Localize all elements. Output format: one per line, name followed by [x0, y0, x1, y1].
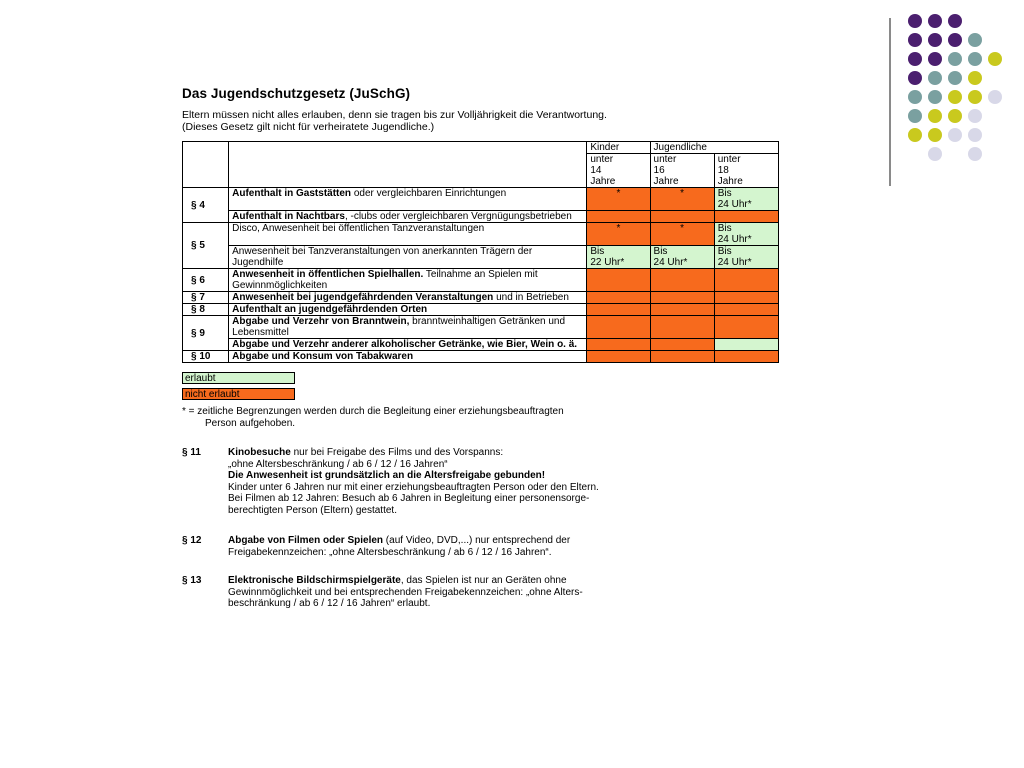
intro-line-1: Eltern müssen nicht alles erlauben, denn sie tragen bis zur Volljährigkeit die Verantwortung. [182, 109, 607, 121]
decorative-dot [928, 128, 942, 142]
intro-line-2: (Dieses Gesetz gilt nicht für verheiratete Jugendliche.) [182, 121, 435, 133]
decorative-dot [968, 33, 982, 47]
decorative-dot [928, 90, 942, 104]
cell-allowed: Bis 24 Uhr* [650, 246, 714, 269]
cell-allowed [714, 339, 778, 351]
cell-not-allowed [587, 351, 650, 363]
section-text: Kinobesuche nur bei Freigabe des Films und des Vorspanns: „ohne Altersbeschränkung / ab 6 / 12 / 16 Jahren“ Die Anwesenheit ist grundsätzlich an die Altersfreigabe gebunden! Kinder unter 6 Jahren nur mit einer erziehungsbeauftragten Person oder den Eltern. Bei Filmen ab 12 Jahren: Besuch ab 6 Jahren in Begleitung einer personensorge- berechtigten Person (Eltern) gestattet. [228, 447, 599, 516]
table-row [183, 188, 779, 211]
section-number: § 13 [182, 575, 202, 586]
section-number: § 12 [182, 535, 202, 546]
cell-not-allowed [714, 292, 778, 304]
footnote [182, 406, 782, 429]
decorative-dot [948, 90, 962, 104]
table-row [183, 223, 779, 246]
section-number: § 11 [182, 447, 201, 458]
decorative-dot [948, 71, 962, 85]
cell-allowed: Bis 24 Uhr* [714, 246, 778, 269]
row-description: Aufenthalt in Gaststätten oder vergleichbaren Einrichtungen [229, 188, 587, 211]
decorative-dot [968, 52, 982, 66]
decorative-dot [988, 52, 1002, 66]
decorative-dot [948, 128, 962, 142]
cell-not-allowed [714, 269, 778, 292]
cell-not-allowed [650, 304, 714, 316]
header-age-14: unter 14 Jahre [587, 154, 650, 188]
decorative-dot [948, 52, 962, 66]
cell-not-allowed [650, 211, 714, 223]
decorative-dot [968, 128, 982, 142]
decorative-dot [928, 52, 942, 66]
cell-not-allowed [650, 316, 714, 339]
header-empty-cell [229, 142, 587, 188]
table-row [183, 211, 779, 223]
table-row [183, 292, 779, 304]
cell-not-allowed [587, 316, 650, 339]
cell-not-allowed: * [650, 223, 714, 246]
decorative-dot [948, 109, 962, 123]
cell-allowed: Bis 24 Uhr* [714, 188, 778, 211]
decorative-dot [908, 128, 922, 142]
decorative-dot [928, 109, 942, 123]
cell-allowed: Bis 22 Uhr* [587, 246, 650, 269]
decorative-dot [908, 90, 922, 104]
footnote-line-1: * = zeitliche Begrenzungen werden durch die Begleitung einer erziehungsbeauftragten [182, 406, 564, 417]
cell-not-allowed [587, 292, 650, 304]
legend [182, 372, 782, 400]
paragraph-cell: § 5 [183, 223, 229, 269]
row-description: Aufenthalt in Nachtbars, -clubs oder vergleichbaren Vergnügungsbetrieben [229, 211, 587, 223]
table-row [183, 339, 779, 351]
legend-item-allowed [182, 372, 782, 384]
decorative-dot [968, 109, 982, 123]
cell-not-allowed: * [587, 188, 650, 211]
paragraph-cell: § 7 [183, 292, 229, 304]
section-text: Elektronische Bildschirmspielgeräte, das Spielen ist nur an Geräten ohne Gewinnmöglichkeit und bei entsprechenden Freigabekennzeichen: „ohne Alters- beschränkung / ab 6 / 12 / 16 Jahren“ erlaubt. [228, 575, 583, 609]
decorative-dot [928, 33, 942, 47]
decorative-vertical-line [889, 18, 891, 186]
legend-not-allowed-box: nicht erlaubt [182, 388, 295, 400]
row-description: Anwesenheit in öffentlichen Spielhallen. Teilnahme an Spielen mit Gewinnmöglichkeiten [229, 269, 587, 292]
table-row [183, 351, 779, 363]
cell-not-allowed: * [650, 188, 714, 211]
cell-not-allowed [587, 339, 650, 351]
header-empty-cell [183, 142, 229, 188]
decorative-dot [988, 90, 1002, 104]
cell-not-allowed [714, 211, 778, 223]
row-description: Aufenthalt an jugendgefährdenden Orten [229, 304, 587, 316]
intro-text [182, 109, 782, 133]
row-description: Abgabe und Verzehr von Branntwein, branntweinhaltigen Getränken und Lebensmittel [229, 316, 587, 339]
cell-not-allowed [650, 351, 714, 363]
header-age-16: unter 16 Jahre [650, 154, 714, 188]
footnote-line-2: Person aufgehoben. [205, 417, 296, 429]
cell-not-allowed [650, 269, 714, 292]
decorative-dot [928, 147, 942, 161]
decorative-dot [908, 71, 922, 85]
cell-not-allowed [650, 339, 714, 351]
decorative-dot [948, 33, 962, 47]
decorative-dot [908, 109, 922, 123]
header-jugendliche: Jugendliche [650, 142, 778, 154]
decorative-dot [968, 147, 982, 161]
table-row [183, 316, 779, 339]
youth-protection-table [182, 141, 779, 363]
row-description: Abgabe und Konsum von Tabakwaren [229, 351, 587, 363]
cell-not-allowed [587, 304, 650, 316]
decorative-dot [928, 14, 942, 28]
decorative-dot [908, 14, 922, 28]
legend-allowed-box: erlaubt [182, 372, 295, 384]
decorative-dot [948, 14, 962, 28]
page-title: Das Jugendschutzgesetz (JuSchG) [182, 86, 411, 101]
table-row [183, 246, 779, 269]
paragraph-cell: § 8 [183, 304, 229, 316]
section-11 [182, 447, 782, 516]
section-text: Abgabe von Filmen oder Spielen (auf Video, DVD,...) nur entsprechend der Freigabekennzeichen: „ohne Altersbeschränkung / ab 6 / 12 / 16 Jahren“. [228, 535, 571, 558]
cell-not-allowed [714, 304, 778, 316]
cell-not-allowed [650, 292, 714, 304]
row-description: Anwesenheit bei Tanzveranstaltungen von anerkannten Trägern der Jugendhilfe [229, 246, 587, 269]
decorative-dot [908, 52, 922, 66]
cell-not-allowed [714, 316, 778, 339]
row-description: Disco, Anwesenheit bei öffentlichen Tanzveranstaltungen [229, 223, 587, 246]
header-kinder: Kinder [587, 142, 650, 154]
decorative-dot [908, 33, 922, 47]
table-row [183, 304, 779, 316]
table-row [183, 269, 779, 292]
legend-item-not-allowed [182, 388, 782, 400]
table-header-row [183, 142, 779, 154]
cell-not-allowed [714, 351, 778, 363]
header-age-18: unter 18 Jahre [714, 154, 778, 188]
cell-not-allowed [587, 269, 650, 292]
paragraph-cell: § 4 [183, 188, 229, 223]
decorative-dot-grid [908, 14, 1008, 164]
paragraph-cell: § 9 [183, 316, 229, 351]
document-page [182, 86, 782, 610]
section-12 [182, 535, 782, 558]
cell-not-allowed [587, 211, 650, 223]
section-13 [182, 575, 782, 610]
decorative-dot [928, 71, 942, 85]
paragraph-cell: § 10 [183, 351, 229, 363]
decorative-dot [968, 90, 982, 104]
cell-allowed: Bis 24 Uhr* [714, 223, 778, 246]
row-description: Anwesenheit bei jugendgefährdenden Veranstaltungen und in Betrieben [229, 292, 587, 304]
decorative-dot [968, 71, 982, 85]
cell-not-allowed: * [587, 223, 650, 246]
paragraph-cell: § 6 [183, 269, 229, 292]
row-description: Abgabe und Verzehr anderer alkoholischer Getränke, wie Bier, Wein o. ä. [229, 339, 587, 351]
